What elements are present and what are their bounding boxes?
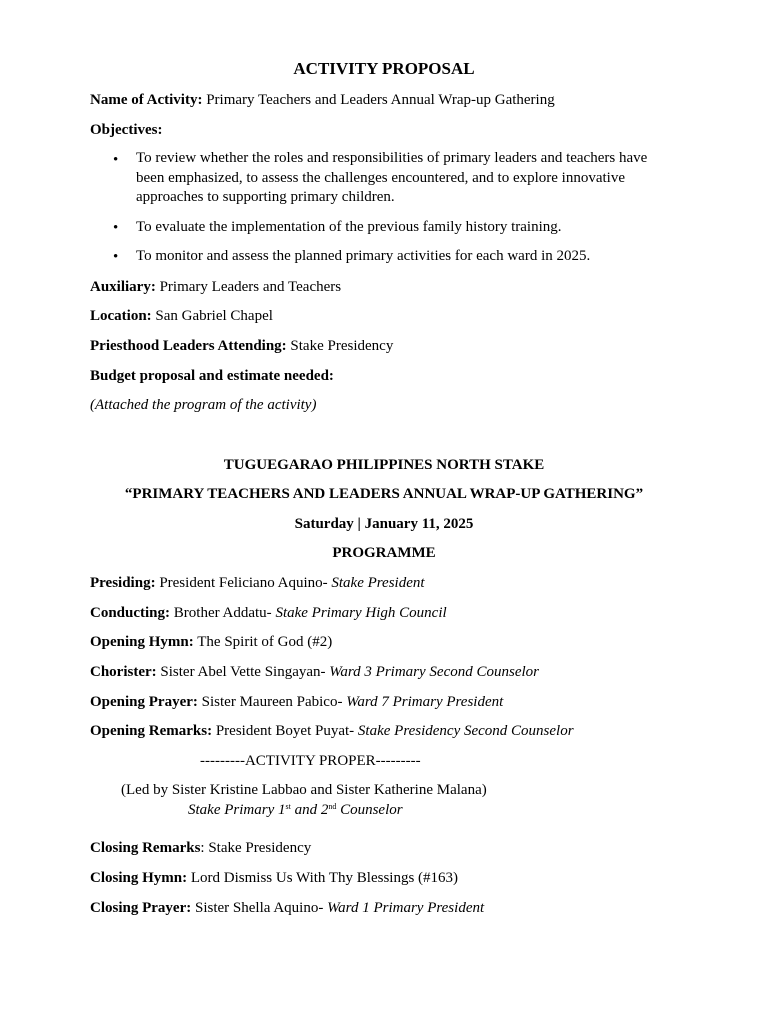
led-by-role-line <box>188 800 403 820</box>
opening-remarks-name: President Boyet Puyat- <box>215 723 355 739</box>
closing-prayer-name: Sister Shella Aquino- <box>194 900 324 916</box>
conducting-role: Stake Primary High Council <box>275 605 447 621</box>
conducting-name: Brother Addatu- <box>173 605 272 621</box>
led-role-sup1: st <box>285 802 291 811</box>
location-line <box>90 306 273 326</box>
event-heading <box>0 484 768 504</box>
chorister-line <box>90 662 539 682</box>
led-role-c: Counselor <box>336 802 403 818</box>
event-name: “PRIMARY TEACHERS AND LEADERS ANNUAL WRAP-UP GATHERING” <box>124 486 644 502</box>
led-by-line: (Led by Sister Kristine Labbao and Sister Katherine Malana) <box>121 782 487 798</box>
auxiliary-label: Auxiliary: <box>90 279 156 295</box>
activity-name-line <box>90 90 555 110</box>
chorister-name: Sister Abel Vette Singayan- <box>160 664 326 680</box>
event-date-line <box>0 514 768 534</box>
programme-heading <box>0 543 768 563</box>
opening-remarks-label: Opening Remarks: <box>90 723 213 739</box>
budget-label: Budget proposal and estimate needed: <box>90 368 334 384</box>
presiding-role: Stake President <box>331 575 425 591</box>
stake-name: TUGUEGARAO PHILIPPINES NORTH STAKE <box>223 457 545 473</box>
closing-remarks-line <box>90 838 311 858</box>
led-role-b: and 2 <box>290 802 329 818</box>
closing-hymn-value: Lord Dismiss Us With Thy Blessings (#163) <box>190 870 459 886</box>
activity-name-label: Name of Activity: <box>90 92 203 108</box>
bullet-icon: • <box>113 152 119 168</box>
location-label: Location: <box>90 308 152 324</box>
stake-heading <box>0 455 768 475</box>
opening-remarks-role: Stake Presidency Second Counselor <box>357 723 574 739</box>
conducting-label: Conducting: <box>90 605 171 621</box>
proposal-title: ACTIVITY PROPOSAL <box>293 59 475 78</box>
opening-hymn-line <box>90 632 332 652</box>
priesthood-label: Priesthood Leaders Attending: <box>90 338 287 354</box>
chorister-label: Chorister: <box>90 664 157 680</box>
attached-note-line <box>90 395 316 415</box>
bullet-icon: • <box>113 249 119 265</box>
opening-prayer-role: Ward 7 Primary President <box>346 694 504 710</box>
attached-note: (Attached the program of the activity) <box>90 397 317 413</box>
opening-prayer-label: Opening Prayer: <box>90 694 198 710</box>
presiding-line <box>90 573 425 593</box>
presiding-label: Presiding: <box>90 575 156 591</box>
auxiliary-line <box>90 277 341 297</box>
chorister-role: Ward 3 Primary Second Counselor <box>329 664 539 680</box>
closing-prayer-role: Ward 1 Primary President <box>327 900 485 916</box>
budget-line <box>90 366 334 386</box>
objective-item: To monitor and assess the planned primary activities for each ward in 2025. <box>136 248 591 264</box>
closing-prayer-line <box>90 898 484 918</box>
opening-hymn-value: The Spirit of God (#2) <box>197 634 333 650</box>
auxiliary-value: Primary Leaders and Teachers <box>159 279 342 295</box>
opening-prayer-name: Sister Maureen Pabico- <box>201 694 343 710</box>
activity-name-value: Primary Teachers and Leaders Annual Wrap-up Gathering <box>206 92 555 108</box>
opening-hymn-label: Opening Hymn: <box>90 634 194 650</box>
closing-prayer-label: Closing Prayer: <box>90 900 192 916</box>
programme-title: PROGRAMME <box>332 545 436 561</box>
objective-item: To evaluate the implementation of the previous family history training. <box>136 219 562 235</box>
priesthood-line <box>90 336 393 356</box>
bullet-icon: • <box>113 220 119 236</box>
opening-prayer-line <box>90 692 503 712</box>
objectives-label: Objectives: <box>90 122 163 138</box>
closing-remarks-label: Closing Remarks <box>90 840 201 856</box>
closing-remarks-value: : Stake Presidency <box>200 840 312 856</box>
objective-item: To review whether the roles and responsibilities of primary leaders and teachers have been emphasized, to assess the challenges encountered, and to explore innovative approaches to supporting primary children. <box>136 150 648 205</box>
led-role-sup2: nd <box>328 802 337 811</box>
led-role-a: Stake Primary 1 <box>188 802 286 818</box>
presiding-name: President Feliciano Aquino- <box>159 575 328 591</box>
conducting-line <box>90 603 447 623</box>
closing-hymn-line <box>90 868 458 888</box>
location-value: San Gabriel Chapel <box>155 308 273 324</box>
closing-hymn-label: Closing Hymn: <box>90 870 188 886</box>
priesthood-value: Stake Presidency <box>290 338 394 354</box>
opening-remarks-line <box>90 721 574 741</box>
event-date: Saturday | January 11, 2025 <box>294 516 474 532</box>
objectives-heading <box>90 120 162 140</box>
activity-proper-divider: ---------ACTIVITY PROPER--------- <box>200 753 421 769</box>
